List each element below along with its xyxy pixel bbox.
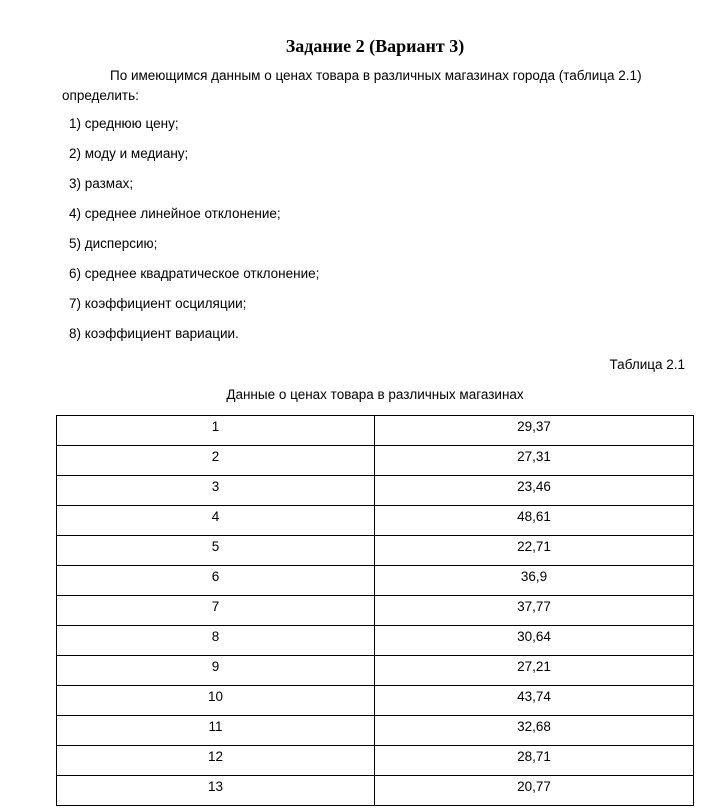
store-number-cell: 3: [57, 476, 375, 506]
table-row: [57, 476, 694, 506]
table-row: [57, 416, 694, 446]
price-cell: 27,31: [375, 446, 694, 476]
store-number-cell: 6: [57, 566, 375, 596]
price-cell: 28,71: [375, 746, 694, 776]
store-number-cell: 9: [57, 656, 375, 686]
store-number-cell: 11: [57, 716, 375, 746]
price-cell: 20,77: [375, 776, 694, 806]
table-row: [57, 656, 694, 686]
price-cell: 48,61: [375, 506, 694, 536]
store-number-cell: 4: [57, 506, 375, 536]
table-number-label: Таблица 2.1: [609, 357, 685, 372]
table-row: [57, 536, 694, 566]
table-row: [57, 506, 694, 536]
task-item: 5) дисперсию;: [69, 236, 158, 251]
price-cell: 37,77: [375, 596, 694, 626]
task-item: 3) размах;: [69, 176, 134, 191]
task-item: 1) среднюю цену;: [69, 116, 179, 131]
task-list: [69, 114, 319, 354]
document-title: Задание 2 (Вариант 3): [285, 36, 465, 56]
store-number-cell: 1: [57, 416, 375, 446]
store-number-cell: 2: [57, 446, 375, 476]
intro-paragraph: По имеющимся данным о ценах товара в различных магазинах города (таблица 2.1) определить:: [62, 68, 642, 103]
price-cell: 23,46: [375, 476, 694, 506]
table-row: [57, 716, 694, 746]
store-number-cell: 8: [57, 626, 375, 656]
price-table: [56, 415, 694, 806]
price-cell: 30,64: [375, 626, 694, 656]
price-cell: 36,9: [375, 566, 694, 596]
table-row: [57, 596, 694, 626]
price-cell: 32,68: [375, 716, 694, 746]
table-row: [57, 776, 694, 806]
store-number-cell: 13: [57, 776, 375, 806]
task-item: 6) среднее квадратическое отклонение;: [69, 266, 320, 281]
store-number-cell: 12: [57, 746, 375, 776]
table-row: [57, 626, 694, 656]
price-cell: 22,71: [375, 536, 694, 566]
table-row: [57, 686, 694, 716]
price-cell: 43,74: [375, 686, 694, 716]
table-row: [57, 446, 694, 476]
table-row: [57, 566, 694, 596]
store-number-cell: 10: [57, 686, 375, 716]
price-cell: 27,21: [375, 656, 694, 686]
task-item: 8) коэффициент вариации.: [69, 326, 239, 341]
task-item: 2) моду и медиану;: [69, 146, 189, 161]
table-row: [57, 746, 694, 776]
store-number-cell: 5: [57, 536, 375, 566]
store-number-cell: 7: [57, 596, 375, 626]
task-item: 4) среднее линейное отклонение;: [69, 206, 281, 221]
price-cell: 29,37: [375, 416, 694, 446]
table-caption: Данные о ценах товара в различных магазинах: [226, 387, 524, 402]
task-item: 7) коэффициент осциляции;: [69, 296, 247, 311]
